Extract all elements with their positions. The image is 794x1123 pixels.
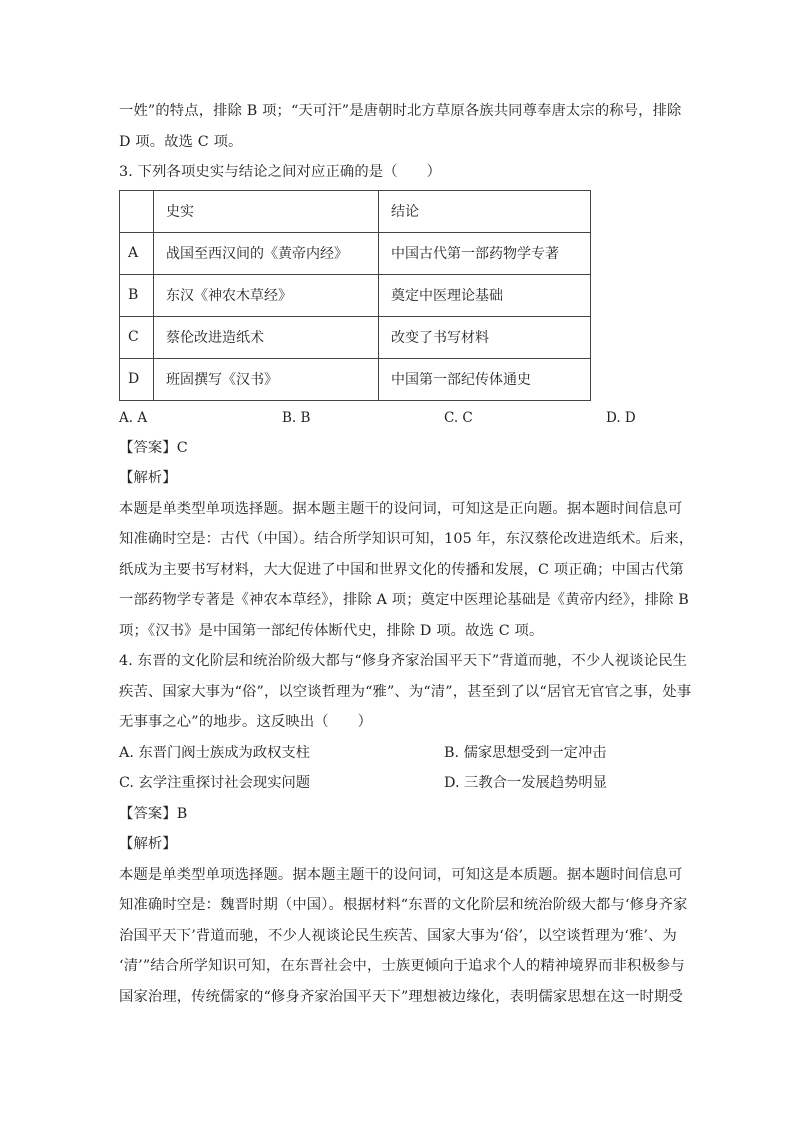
prev-explanation-line-2: D 项。故选 C 项。 xyxy=(119,133,243,150)
question-3-analysis-line: 知准确时空是：古代（中国）。结合所学知识可知，105 年，东汉蔡伦改进造纸术。后来， xyxy=(119,531,694,547)
table-header-cell: 史实 xyxy=(154,190,379,232)
question-3-analysis-line: 一部药物学专著是《神农本草经》，排除 A 项；奠定中医理论基础是《黄帝内经》，排除 B xyxy=(119,592,689,608)
table-row xyxy=(120,274,591,316)
question-4-analysis-line: 知准确时空是：魏晋时期（中国）。根据材料“东晋的文化阶层和统治阶级大都与‘修身齐家 xyxy=(119,897,688,913)
question-3-stem: 3. 下列各项史实与结论之间对应正确的是（ ） xyxy=(119,164,442,180)
table-cell-fact: 战国至西汉间的《黄帝内经》 xyxy=(154,232,379,274)
question-3-analysis-line: 项；《汉书》是中国第一部纪传体断代史，排除 D 项。故选 C 项。 xyxy=(119,622,544,639)
option-c: C. 玄学注重探讨社会现实问题 xyxy=(119,775,311,791)
table-row xyxy=(120,316,591,358)
question-4-analysis-label: 【解析】 xyxy=(119,836,177,852)
document-page xyxy=(119,96,694,1012)
question-3-answer: 【答案】C xyxy=(119,439,188,456)
option-a: A. 东晋门阀士族成为政权支柱 xyxy=(119,744,310,761)
question-4-analysis-line: 国家治理，传统儒家的“修身齐家治国平天下”理想被边缘化，表明儒家思想在这一时期受 xyxy=(119,988,683,1005)
option-d: D. D xyxy=(606,409,636,426)
prev-explanation-line-1: 一姓”的特点，排除 B 项；“天可汗”是唐朝时北方草原各族共同尊奉唐太宗的称号，排除 xyxy=(119,103,682,119)
option-b: B. B xyxy=(282,409,311,426)
question-3-analysis-line: 本题是单类型单项选择题。据本题主题干的设问词，可知这是正向题。据本题时间信息可 xyxy=(119,500,683,517)
table-cell-fact: 班固撰写《汉书》 xyxy=(154,358,379,400)
table-cell-fact: 东汉《神农木草经》 xyxy=(154,274,379,316)
option-a: A. A xyxy=(119,409,148,426)
table-cell-option: A xyxy=(120,232,154,274)
question-3-analysis-label: 【解析】 xyxy=(119,470,177,486)
question-4-analysis-line: 治国平天下’背道而驰，不少人视谈论民生疾苦、国家大事为‘俗’，以空谈哲理为‘雅’、为 xyxy=(119,927,678,944)
table-cell-conclusion: 中国第一部纪传体通史 xyxy=(379,358,591,400)
table-cell-option: C xyxy=(120,316,154,358)
question-4-options-row-2 xyxy=(119,768,664,799)
table-header-cell xyxy=(120,190,154,232)
question-4-stem-line: 4. 东晋的文化阶层和统治阶级大都与“修身齐家治国平天下”背道而驰，不少人视谈论民生 xyxy=(119,653,688,669)
option-c: C. C xyxy=(444,409,473,426)
option-b: B. 儒家思想受到一定冲击 xyxy=(444,744,607,761)
question-4-stem-line: 无事事之心”的地步。这反映出（ ） xyxy=(119,714,373,730)
table-cell-conclusion: 改变了书写材料 xyxy=(379,316,591,358)
question-3-options xyxy=(119,403,664,433)
table-cell-option: B xyxy=(120,274,154,316)
table-row xyxy=(120,358,591,400)
question-4-options-row-1 xyxy=(119,738,664,769)
table-cell-fact: 蔡伦改进造纸术 xyxy=(154,316,379,358)
table-row xyxy=(120,232,591,274)
table-cell-conclusion: 奠定中医理论基础 xyxy=(379,274,591,316)
question-4-stem-line: 疾苦、国家大事为“俗”，以空谈哲理为“雅”、为“清”，甚至到了以“居官无官官之事，处事 xyxy=(119,683,692,700)
table-header-cell: 结论 xyxy=(379,190,591,232)
question-3-table xyxy=(119,190,591,401)
table-cell-conclusion: 中国古代第一部药物学专著 xyxy=(379,232,591,274)
table-cell-option: D xyxy=(120,358,154,400)
question-4-analysis-line: ‘清’”结合所学知识可知，在东晋社会中，士族更倾向于追求个人的精神境界而非积极参与 xyxy=(119,958,685,974)
option-d: D. 三教合一发展趋势明显 xyxy=(444,775,608,791)
question-4-answer: 【答案】B xyxy=(119,805,188,822)
question-4-analysis-line: 本题是单类型单项选择题。据本题主题干的设问词，可知这是本质题。据本题时间信息可 xyxy=(119,866,683,883)
table-header-row xyxy=(120,190,591,232)
question-3-analysis-line: 纸成为主要书写材料，大大促进了中国和世界文化的传播和发展，C 项正确；中国古代第 xyxy=(119,561,684,578)
